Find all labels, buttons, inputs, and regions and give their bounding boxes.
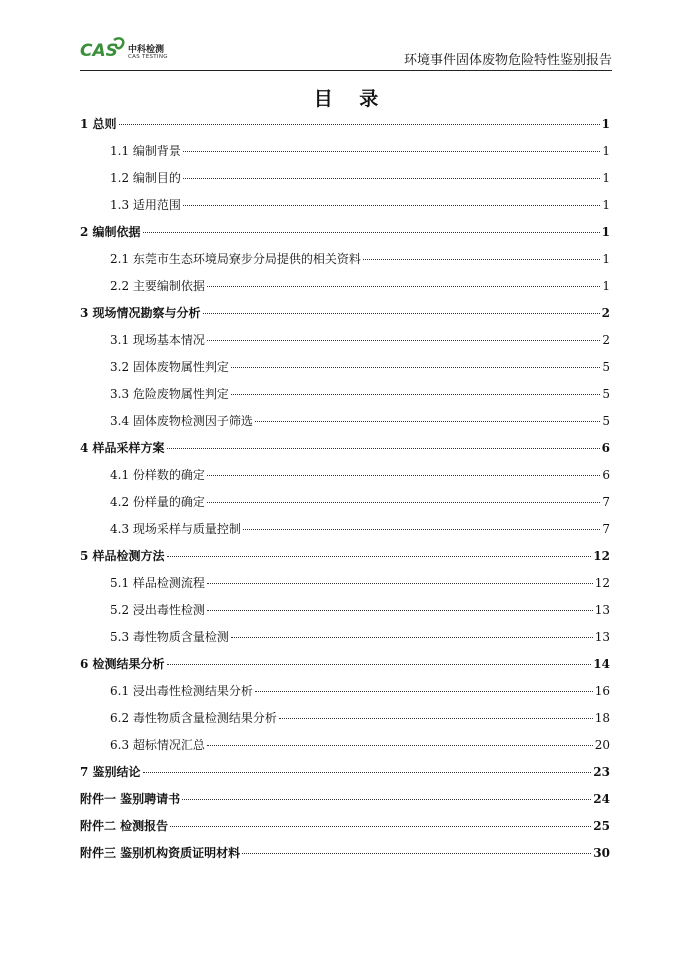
toc-chapter-entry[interactable]	[80, 816, 610, 843]
toc-section-entry[interactable]	[80, 519, 610, 546]
toc-section-entry[interactable]	[80, 384, 610, 411]
toc-leader-dots	[182, 799, 591, 800]
toc-leader-dots	[170, 826, 591, 827]
toc-entry-page: 25	[593, 819, 610, 833]
toc-heading: 目 录	[313, 88, 389, 110]
toc-leader-dots	[119, 124, 600, 125]
toc-leader-dots	[255, 421, 600, 422]
toc-entry-page: 23	[593, 765, 610, 779]
logo-english-name: CAS TESTING	[128, 54, 168, 60]
toc-entry-label: 1.3 适用范围	[110, 198, 181, 212]
toc-entry-page: 24	[593, 792, 610, 806]
toc-leader-dots	[363, 259, 600, 260]
toc-entry-label: 6.3 超标情况汇总	[110, 738, 205, 752]
toc-entry-page: 6	[601, 441, 610, 455]
toc-section-entry[interactable]	[80, 492, 610, 519]
toc-leader-dots	[167, 664, 592, 665]
company-logo	[80, 34, 210, 66]
toc-leader-dots	[183, 151, 600, 152]
toc-entry-page: 1	[602, 144, 610, 158]
toc-entry-label: 5.3 毒性物质含量检测	[110, 630, 229, 644]
toc-section-entry[interactable]	[80, 465, 610, 492]
toc-entry-page: 5	[602, 414, 610, 428]
toc-entry-label: 2.2 主要编制依据	[110, 279, 205, 293]
toc-entry-page: 16	[594, 684, 610, 698]
toc-entry-label: 1 总则	[80, 117, 117, 131]
toc-leader-dots	[207, 502, 600, 503]
toc-leader-dots	[207, 745, 593, 746]
toc-entry-label: 附件二 检测报告	[80, 819, 169, 833]
toc-leader-dots	[207, 475, 600, 476]
toc-chapter-entry[interactable]	[80, 222, 610, 249]
toc-leader-dots	[243, 529, 600, 530]
page-header	[80, 34, 612, 72]
toc-entry-page: 12	[594, 576, 610, 590]
toc-section-entry[interactable]	[80, 141, 610, 168]
toc-leader-dots	[255, 691, 593, 692]
toc-entry-page: 1	[601, 117, 610, 131]
cas-logo-icon	[80, 34, 126, 64]
toc-chapter-entry[interactable]	[80, 762, 610, 789]
toc-entry-label: 2 编制依据	[80, 225, 141, 239]
toc-entry-page: 30	[593, 846, 610, 860]
toc-entry-label: 1.1 编制背景	[110, 144, 181, 158]
toc-leader-dots	[167, 448, 600, 449]
toc-entry-page: 13	[594, 603, 610, 617]
toc-section-entry[interactable]	[80, 168, 610, 195]
logo-chinese-name: 中科检测	[128, 45, 165, 55]
toc-entry-label: 4.3 现场采样与质量控制	[110, 522, 241, 536]
toc-leader-dots	[279, 718, 593, 719]
toc-leader-dots	[183, 178, 600, 179]
toc-entry-page: 7	[602, 495, 610, 509]
toc-entry-label: 2.1 东莞市生态环境局寮步分局提供的相关资料	[110, 252, 361, 266]
document-title: 环境事件固体废物危险特性鉴别报告	[403, 53, 612, 68]
toc-entry-page: 1	[602, 198, 610, 212]
toc-entry-label: 3 现场情况勘察与分析	[80, 306, 201, 320]
toc-section-entry[interactable]	[80, 411, 610, 438]
toc-entry-page: 14	[593, 657, 610, 671]
toc-section-entry[interactable]	[80, 681, 610, 708]
toc-entry-page: 20	[594, 738, 610, 752]
toc-entry-label: 6.2 毒性物质含量检测结果分析	[110, 711, 277, 725]
toc-entry-page: 13	[594, 630, 610, 644]
toc-leader-dots	[231, 367, 600, 368]
table-of-contents	[80, 114, 610, 870]
toc-entry-label: 3.4 固体废物检测因子筛选	[110, 414, 253, 428]
toc-entry-page: 6	[602, 468, 610, 482]
toc-entry-label: 3.3 危险废物属性判定	[110, 387, 229, 401]
toc-entry-page: 1	[601, 225, 610, 239]
toc-section-entry[interactable]	[80, 276, 610, 303]
toc-entry-page: 2	[602, 333, 610, 347]
toc-leader-dots	[231, 637, 593, 638]
header-divider	[80, 70, 612, 71]
toc-leader-dots	[143, 772, 592, 773]
toc-chapter-entry[interactable]	[80, 303, 610, 330]
svg-text:CAS: CAS	[80, 41, 118, 61]
toc-entry-page: 2	[601, 306, 610, 320]
toc-section-entry[interactable]	[80, 735, 610, 762]
toc-section-entry[interactable]	[80, 357, 610, 384]
toc-entry-label: 6.1 浸出毒性检测结果分析	[110, 684, 253, 698]
toc-chapter-entry[interactable]	[80, 546, 610, 573]
toc-entry-page: 1	[602, 252, 610, 266]
toc-section-entry[interactable]	[80, 195, 610, 222]
toc-section-entry[interactable]	[80, 573, 610, 600]
toc-leader-dots	[183, 205, 600, 206]
toc-entry-page: 7	[602, 522, 610, 536]
toc-entry-page: 1	[602, 171, 610, 185]
toc-chapter-entry[interactable]	[80, 654, 610, 681]
toc-section-entry[interactable]	[80, 600, 610, 627]
toc-entry-label: 3.1 现场基本情况	[110, 333, 205, 347]
toc-leader-dots	[207, 610, 593, 611]
toc-leader-dots	[167, 556, 592, 557]
toc-entry-label: 5.2 浸出毒性检测	[110, 603, 205, 617]
toc-entry-label: 7 鉴别结论	[80, 765, 141, 779]
toc-entry-label: 5.1 样品检测流程	[110, 576, 205, 590]
toc-section-entry[interactable]	[80, 249, 610, 276]
toc-entry-label: 4.1 份样数的确定	[110, 468, 205, 482]
toc-entry-page: 5	[602, 360, 610, 374]
toc-entry-label: 附件三 鉴别机构资质证明材料	[80, 846, 241, 860]
toc-entry-label: 4 样品采样方案	[80, 441, 165, 455]
toc-entry-page: 5	[602, 387, 610, 401]
toc-leader-dots	[207, 286, 600, 287]
toc-entry-label: 4.2 份样量的确定	[110, 495, 205, 509]
toc-leader-dots	[231, 394, 600, 395]
toc-entry-page: 1	[602, 279, 610, 293]
toc-section-entry[interactable]	[80, 627, 610, 654]
toc-entry-label: 1.2 编制目的	[110, 171, 181, 185]
toc-entry-label: 6 检测结果分析	[80, 657, 165, 671]
toc-leader-dots	[143, 232, 600, 233]
toc-entry-page: 12	[593, 549, 610, 563]
toc-section-entry[interactable]	[80, 330, 610, 357]
toc-chapter-entry[interactable]	[80, 438, 610, 465]
toc-chapter-entry[interactable]	[80, 843, 610, 870]
toc-chapter-entry[interactable]	[80, 114, 610, 141]
toc-leader-dots	[242, 853, 591, 854]
toc-entry-label: 5 样品检测方法	[80, 549, 165, 563]
toc-entry-label: 3.2 固体废物属性判定	[110, 360, 229, 374]
toc-leader-dots	[207, 340, 600, 341]
toc-chapter-entry[interactable]	[80, 789, 610, 816]
toc-entry-page: 18	[594, 711, 610, 725]
toc-entry-label: 附件一 鉴别聘请书	[80, 792, 181, 806]
toc-section-entry[interactable]	[80, 708, 610, 735]
toc-leader-dots	[203, 313, 600, 314]
toc-leader-dots	[207, 583, 593, 584]
